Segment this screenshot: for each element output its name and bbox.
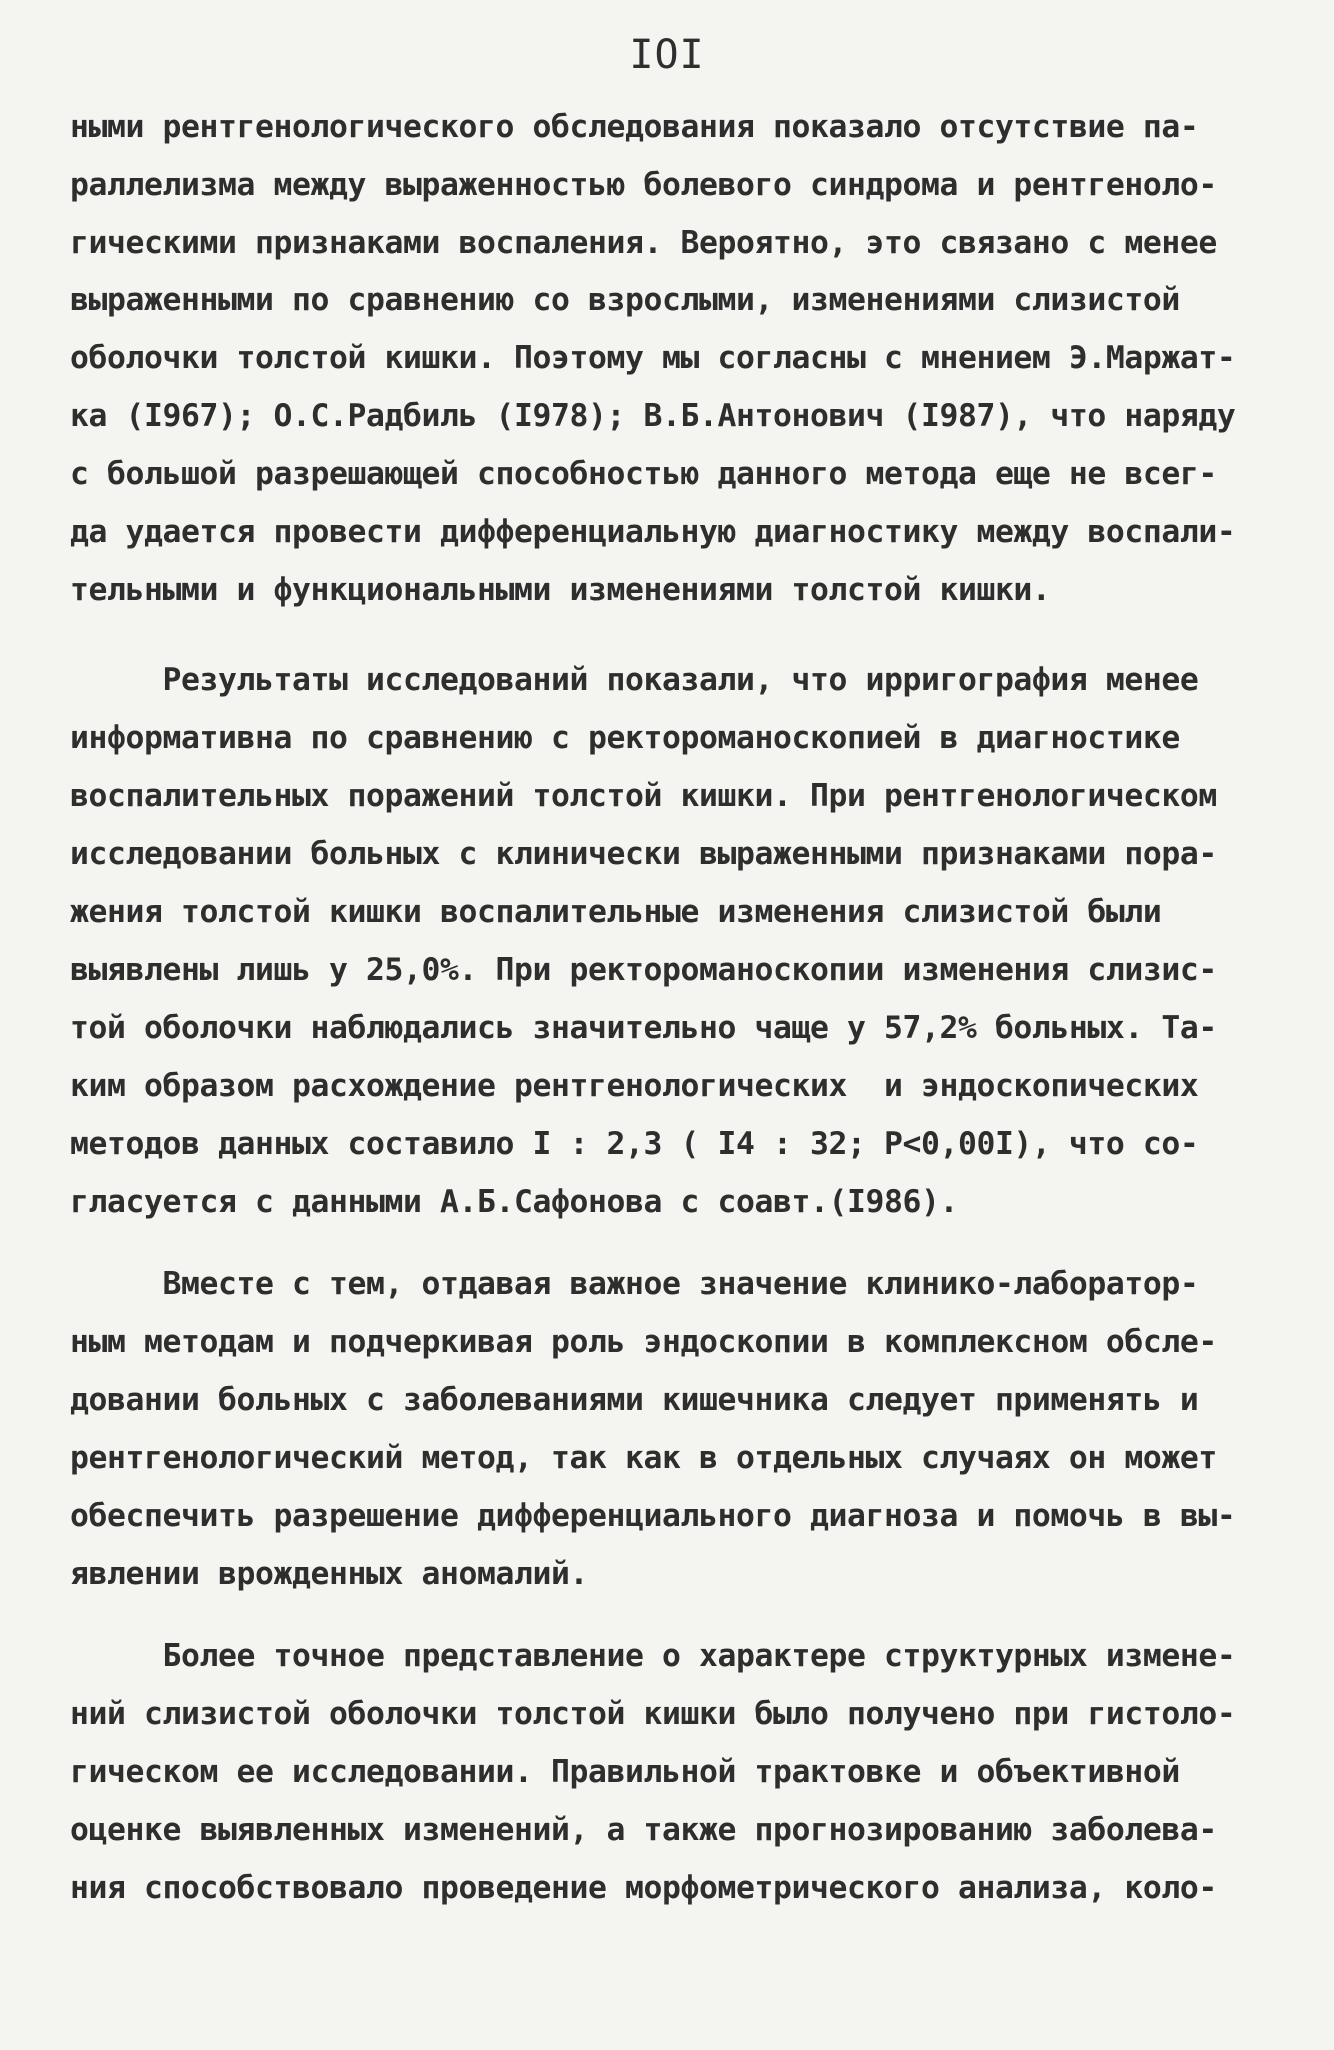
text-line: ким образом расхождение рентгенологических и эндоскопических xyxy=(70,1068,1199,1104)
text-line: тельными и функциональными изменениями толстой кишки. xyxy=(70,572,1051,608)
text-line: воспалительных поражений толстой кишки. При рентгенологическом xyxy=(70,778,1217,814)
text-line: ния способствовало проведение морфометрического анализа, коло- xyxy=(70,1870,1217,1906)
text-line: информативна по сравнению с ректороманоскопией в диагностике xyxy=(70,720,1180,756)
text-line: гическом ее исследовании. Правильной трактовке и объективной xyxy=(70,1754,1180,1790)
text-line: да удается провести дифференциальную диагностику между воспали- xyxy=(70,514,1236,550)
text-line: ными рентгенологического обследования показало отсутствие па- xyxy=(70,109,1199,145)
text-line: ным методам и подчеркивая роль эндоскопии в комплексном обсле- xyxy=(70,1324,1217,1360)
text-line: оценке выявленных изменений, а также прогнозированию заболева- xyxy=(70,1812,1217,1848)
text-line: той оболочки наблюдались значительно чаще у 57,2% больных. Та- xyxy=(70,1010,1217,1046)
text-line: гическими признаками воспаления. Вероятно, это связано с менее xyxy=(70,225,1217,261)
text-line: выявлены лишь у 25,0%. При ректороманоскопии изменения слизис- xyxy=(70,952,1217,988)
text-line: с большой разрешающей способностью данного метода еще не всег- xyxy=(70,456,1217,492)
text-line: оболочки толстой кишки. Поэтому мы согласны с мнением Э.Маржат- xyxy=(70,340,1236,376)
text-line: Более точное представление о характере структурных измене- xyxy=(70,1638,1236,1674)
text-line: Результаты исследований показали, что ирригография менее xyxy=(70,662,1199,698)
text-line: жения толстой кишки воспалительные изменения слизистой были xyxy=(70,894,1162,930)
text-line: довании больных с заболеваниями кишечника следует применять и xyxy=(70,1382,1199,1418)
page-number: IOI xyxy=(629,32,705,78)
text-line: исследовании больных с клинически выраженными признаками пора- xyxy=(70,836,1217,872)
text-line: ний слизистой оболочки толстой кишки было получено при гистоло- xyxy=(70,1696,1236,1732)
text-line: методов данных составило I : 2,3 ( I4 : 32; P<0,00I), что со- xyxy=(70,1126,1199,1162)
text-line: выраженными по сравнению со взрослыми, изменениями слизистой xyxy=(70,282,1180,318)
text-line: гласуется с данными А.Б.Сафонова с соавт.(I986). xyxy=(70,1184,958,1220)
text-line: рентгенологический метод, так как в отдельных случаях он может xyxy=(70,1440,1217,1476)
text-line: Вместе с тем, отдавая важное значение клинико-лаборатор- xyxy=(70,1266,1199,1302)
text-line: явлении врожденных аномалий. xyxy=(70,1556,588,1592)
text-line: раллелизма между выраженностью болевого синдрома и рентгеноло- xyxy=(70,167,1217,203)
text-line: ка (I967); О.С.Радбиль (I978); В.Б.Антонович (I987), что наряду xyxy=(70,398,1236,434)
text-line: обеспечить разрешение дифференциального диагноза и помочь в вы- xyxy=(70,1498,1236,1534)
